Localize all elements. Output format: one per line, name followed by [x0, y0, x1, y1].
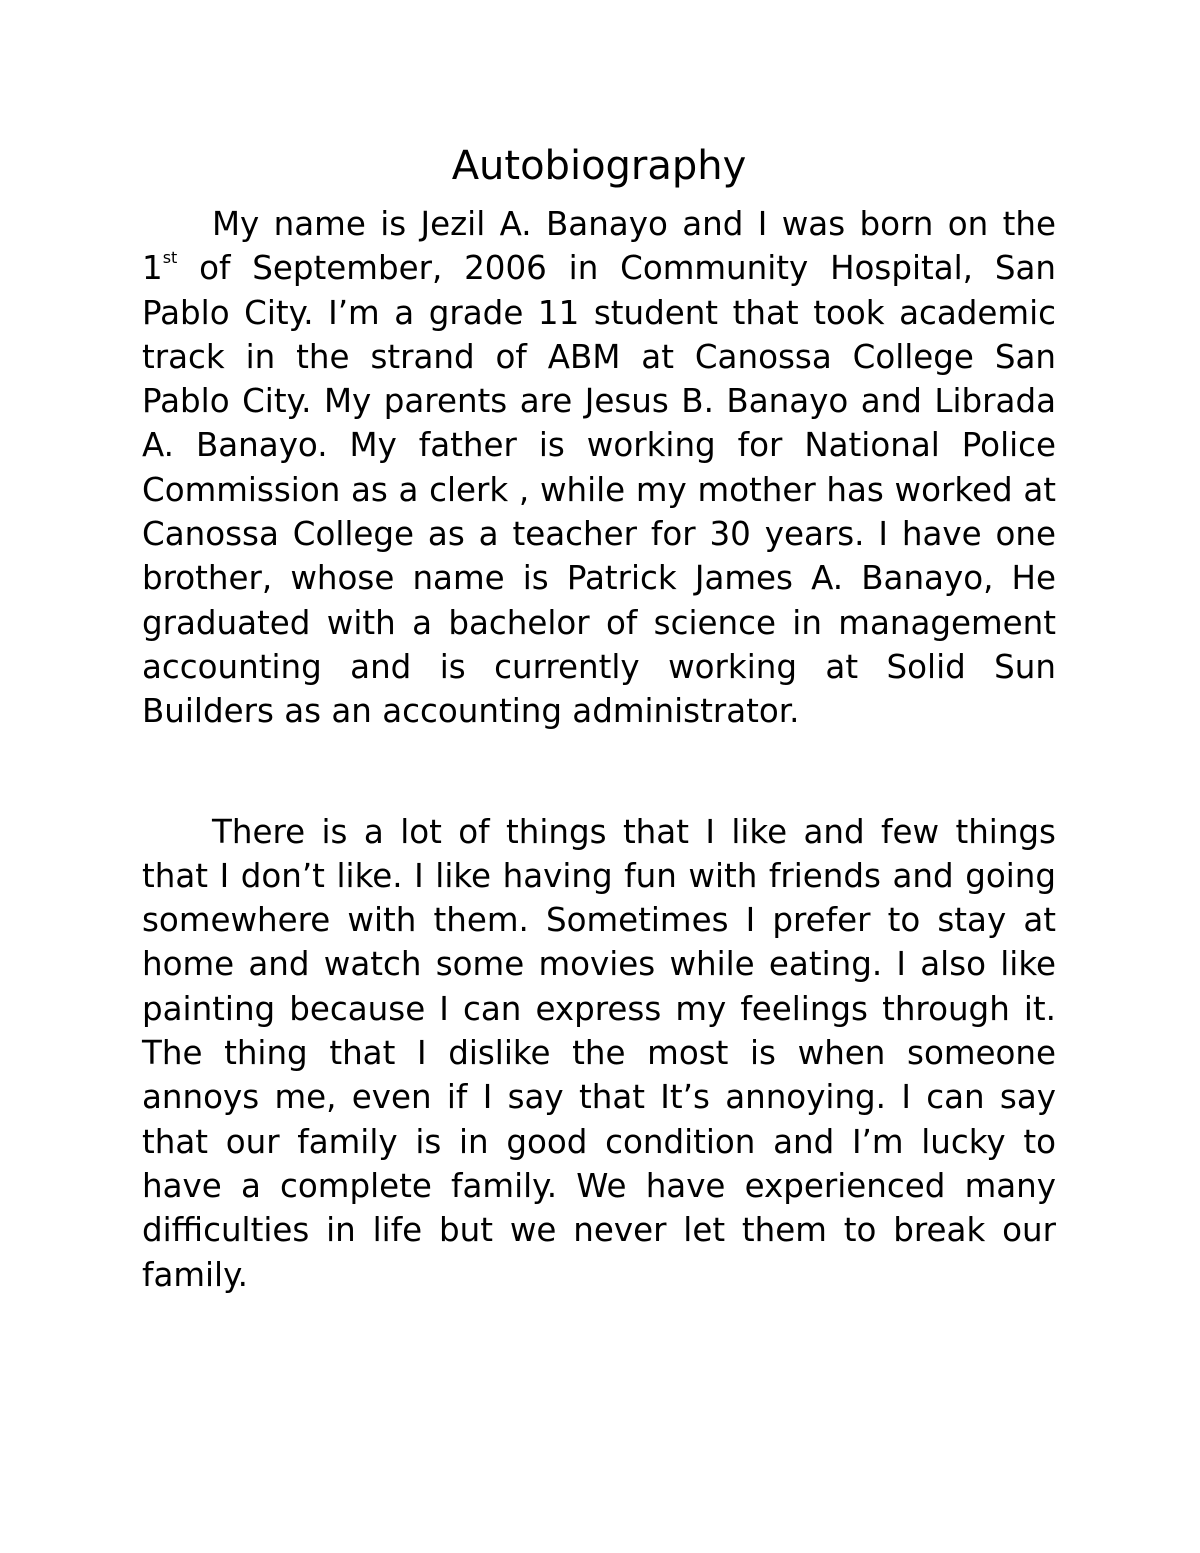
document-title: Autobiography — [451, 143, 747, 189]
paragraph-likes-dislikes: There is a lot of things that I like and few things that I don’t like. I like having fun with friends and going somewhere with them. Sometimes I prefer to stay at home and watch some movies while eating. I also like painting because I can express my feelings through it. The thing that I dislike the most is when someone annoys me, even if I say that It’s annoying. I can say that our family is in good condition and I’m lucky to have a complete family. We have experienced many difficulties in life but we never let them to break our family. — [142, 812, 1056, 1294]
paragraph-1-lead: My name is Jezil A. Banayo and I was born on the 1 — [142, 205, 1056, 288]
paragraph-1-rest: of September, 2006 in Community Hospital, San Pablo City. I’m a grade 11 student that took academic track in the strand of ABM at Canossa College San Pablo City. My parents are Jesus B. Banayo and Librada A. Banayo. My father is working for National Police Commission as a clerk , while my mother has worked at Canossa College as a teacher for 30 years. I have one brother, whose name is Patrick James A. Banayo, He graduated with a bachelor of science in management accounting and is currently working at Solid Sun Builders as an accounting administrator. — [142, 249, 1056, 731]
document-body — [142, 140, 1056, 1297]
paragraph-family-background — [142, 202, 1056, 734]
ordinal-suffix: st — [162, 248, 178, 268]
